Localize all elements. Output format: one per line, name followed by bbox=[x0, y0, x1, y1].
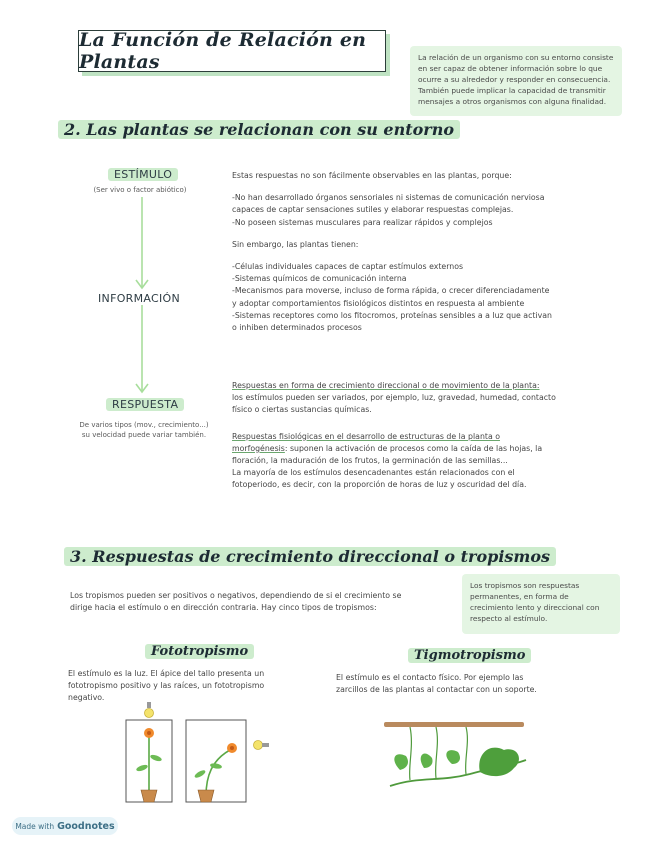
pot-right bbox=[198, 790, 214, 802]
intro-note bbox=[410, 46, 622, 116]
section3-intro-line: dirige hacia el estímulo o en dirección contraria. Hay cinco tipos de tropismos: bbox=[70, 603, 377, 613]
body-p6-term: morfogénesis bbox=[232, 443, 285, 453]
body-p6-line: La mayoría de los estímulos desencadenantes están relacionados con el bbox=[232, 468, 515, 478]
leaf-a bbox=[394, 754, 408, 770]
support-bar bbox=[384, 722, 524, 727]
tendril-2 bbox=[436, 727, 438, 778]
body-p5-line: físico o ciertas sustancias químicas. bbox=[232, 405, 372, 415]
tropism-note-line: crecimiento lento y direccional con bbox=[470, 603, 600, 612]
body-p6-heading: Respuestas fisiológicas en el desarrollo de estructuras de la planta o bbox=[232, 431, 500, 441]
flow-stimulus-note: (Ser vivo o factor abiótico) bbox=[93, 186, 187, 194]
flow-response bbox=[106, 398, 184, 411]
body-p2-line: capaces de captar sensaciones sutiles y elaborar respuestas complejas. bbox=[232, 205, 514, 215]
flow-response-note-line: su velocidad puede variar también. bbox=[81, 431, 207, 439]
section2-title-text: 2. Las plantas se relacionan con su entorno bbox=[58, 120, 460, 139]
stem-right bbox=[206, 750, 230, 796]
flow-stimulus-label: ESTÍMULO bbox=[108, 168, 178, 181]
tendril-3 bbox=[466, 727, 468, 774]
body-p2-line: -No poseen sistemas musculares para realizar rápidos y complejos bbox=[232, 217, 493, 227]
flow-stimulus bbox=[108, 168, 178, 181]
phototropism-illustration bbox=[120, 700, 280, 804]
leaf-big bbox=[479, 748, 519, 776]
body-p6-line: floración, la maduración de los frutos, la germinación de las semillas... bbox=[232, 456, 508, 466]
section2-body bbox=[232, 170, 592, 334]
flow-response-label: RESPUESTA bbox=[106, 398, 184, 411]
intro-note-line: También puede implicar la capacidad de transmitir bbox=[418, 86, 606, 95]
body-p2-line: -No han desarrollado órganos sensoriales ni sistemas de comunicación nerviosa bbox=[232, 193, 545, 203]
body-p4-line: o inhiben determinados procesos bbox=[232, 323, 362, 333]
thigmotropism-text bbox=[336, 672, 616, 696]
body-p3: Sin embargo, las plantas tienen: bbox=[232, 239, 359, 249]
leaf-b bbox=[421, 753, 433, 768]
flow-information bbox=[98, 292, 180, 305]
thigmotropism-title bbox=[408, 648, 531, 663]
body-p4-line: -Sistemas receptores como los fitocromos, proteínas sensibles a a luz que activan bbox=[232, 310, 552, 320]
made-with-badge bbox=[12, 817, 118, 835]
phototropism-title-text: Fototropismo bbox=[145, 644, 254, 659]
section3-title bbox=[64, 547, 556, 566]
leaf-left-a bbox=[136, 764, 149, 773]
flow-information-label: INFORMACIÓN bbox=[98, 292, 181, 305]
section3-title-text: 3. Respuestas de crecimiento direccional o tropismos bbox=[64, 547, 556, 566]
intro-note-line: La relación de un organismo con su entorno consiste bbox=[418, 53, 614, 62]
body-p4-line: -Mecanismos para moverse, incluso de forma rápida, o crecer diferenciadamente bbox=[232, 286, 550, 296]
badge-prefix: Made with bbox=[15, 821, 55, 831]
pot-left bbox=[141, 790, 157, 802]
thigmotropism-illustration bbox=[380, 716, 530, 796]
body-p1: Estas respuestas no son fácilmente observables en las plantas, porque: bbox=[232, 171, 512, 180]
page-title: La Función de Relación en Plantas bbox=[79, 29, 367, 73]
tropism-note-line: Los tropismos son respuestas bbox=[470, 581, 580, 590]
tropism-note-line: permanentes, en forma de bbox=[470, 592, 569, 601]
body-p5-line: los estímulos pueden ser variados, por ejemplo, luz, gravedad, humedad, contacto bbox=[232, 393, 556, 403]
body-p6-first-line bbox=[232, 443, 592, 455]
section2-responses bbox=[232, 380, 592, 492]
phototropism-line: El estímulo es la luz. El ápice del tallo presenta un bbox=[68, 669, 265, 678]
intro-note-line: ocurre a su alrededor y responder en consecuencia. bbox=[418, 75, 611, 84]
tendril-1 bbox=[410, 727, 412, 780]
section3-intro bbox=[70, 590, 450, 614]
thigmotropism-line: El estímulo es el contacto físico. Por ejemplo las bbox=[336, 673, 524, 682]
leaf-left-b bbox=[150, 754, 163, 763]
flow-response-note-line: De varios tipos (mov., crecimiento...) bbox=[79, 421, 209, 429]
tropism-note bbox=[462, 574, 620, 634]
body-p6-first-rest: : suponen la activación de procesos como la caída de las hojas, la bbox=[284, 443, 543, 453]
body-p4-line: -Sistemas químicos de comunicación interna bbox=[232, 274, 407, 284]
bulb-top-icon bbox=[145, 702, 154, 718]
thigmotropism-title-text: Tigmotropismo bbox=[408, 648, 531, 663]
body-p5-heading: Respuestas en forma de crecimiento direccional o de movimiento de la planta: bbox=[232, 381, 540, 390]
body-p4-line: y adoptar comportamientos fisiológicos distintos en respuesta al ambiente bbox=[232, 298, 525, 308]
phototropism-title bbox=[145, 644, 254, 659]
intro-note-line: en ser capaz de obtener información sobre lo que bbox=[418, 64, 603, 73]
tropism-note-line: respecto al estímulo. bbox=[470, 614, 548, 623]
title-box bbox=[78, 30, 386, 72]
intro-note-line: mensajes a otros organismos con alguna finalidad. bbox=[418, 97, 607, 106]
phototropism-line: negativo. bbox=[68, 693, 105, 703]
leaf-c bbox=[446, 750, 460, 764]
section2-title bbox=[58, 120, 460, 139]
body-p6-line: fotoperiodo, es decir, con la proporción de horas de luz y oscuridad del día. bbox=[232, 480, 527, 490]
thigmotropism-line: zarcillos de las plantas al contactar con un soporte. bbox=[336, 685, 537, 695]
body-p4-line: -Células individuales capaces de captar estímulos externos bbox=[232, 262, 464, 272]
bulb-side-icon bbox=[254, 741, 270, 750]
badge-brand: Goodnotes bbox=[57, 820, 115, 832]
flow-response-note bbox=[72, 420, 216, 440]
section3-intro-line: Los tropismos pueden ser positivos o negativos, dependiendo de si el crecimiento se bbox=[70, 591, 402, 600]
leaf-right-a bbox=[194, 769, 207, 779]
phototropism-line: fototropismo positivo y las raíces, un fototropismo bbox=[68, 681, 265, 691]
